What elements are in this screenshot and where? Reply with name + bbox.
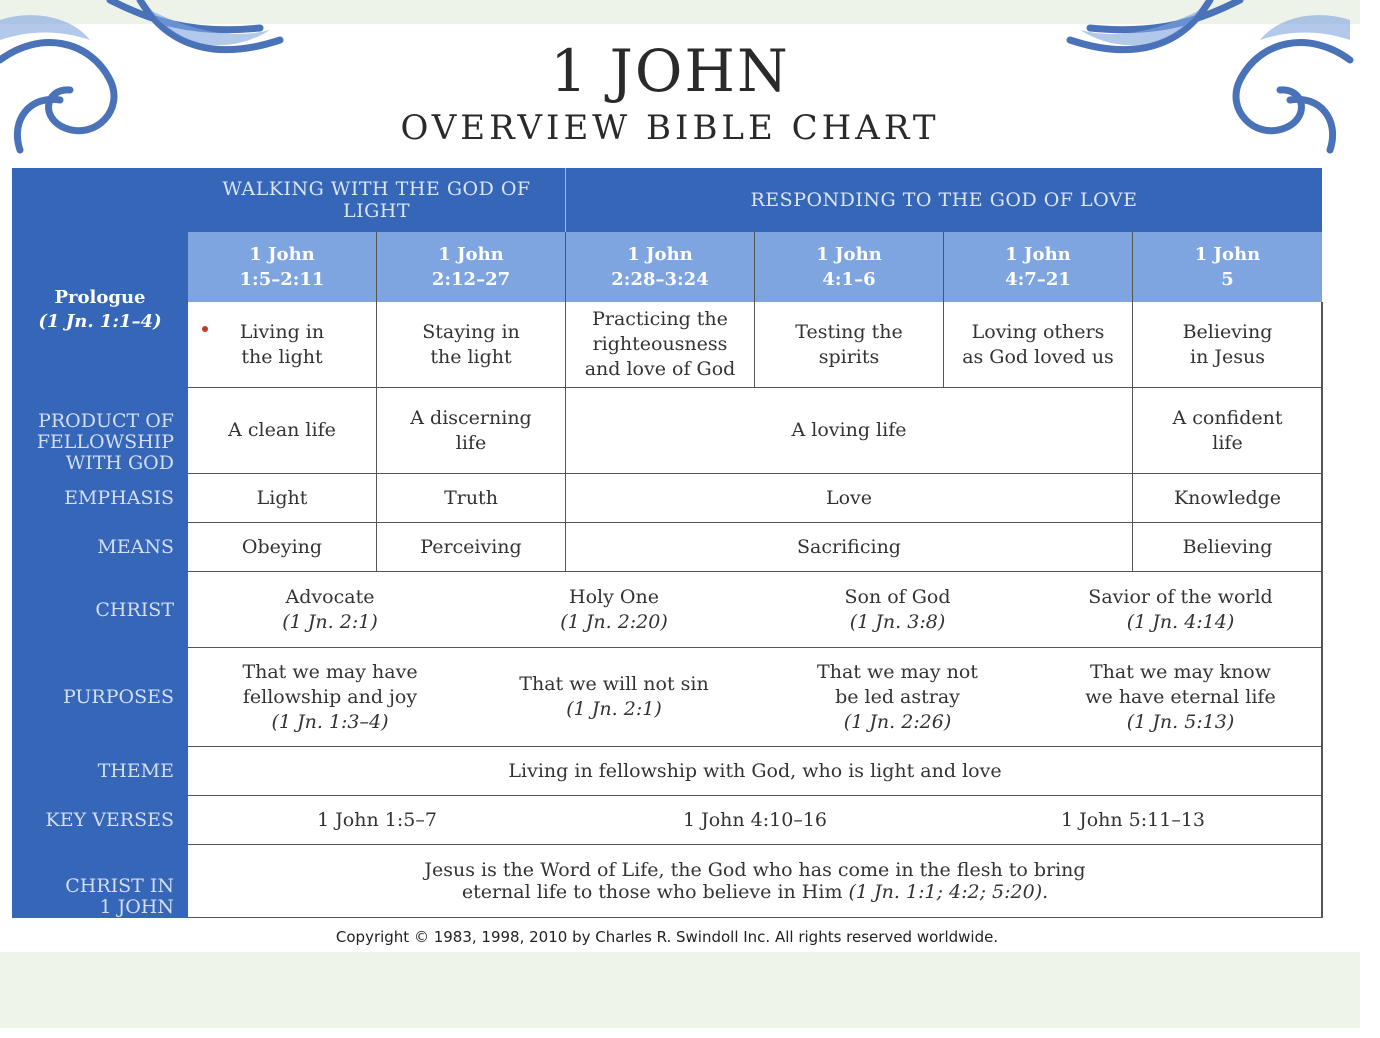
title-block xyxy=(0,38,1340,148)
emphasis-love: Love xyxy=(566,474,1133,523)
bottom-strip xyxy=(0,952,1360,1028)
purpose-fellowship: That we may have fellowship and joy (1 Jn. 1:3–4) xyxy=(188,648,472,747)
key-verse-3: 1 John 5:11–13 xyxy=(944,796,1322,845)
row-label-emphasis: EMPHASIS xyxy=(64,487,174,509)
means-obeying: Obeying xyxy=(188,523,377,572)
christ-son-of-god: Son of God (1 Jn. 3:8) xyxy=(756,572,1039,648)
emphasis-truth: Truth xyxy=(377,474,566,523)
topic-5: Loving others as God loved us xyxy=(944,302,1133,388)
row-label-purposes: PURPOSES xyxy=(62,686,174,708)
emphasis-light: Light xyxy=(188,474,377,523)
topic-1: Living in the light xyxy=(188,302,377,388)
page-title: 1 JOHN xyxy=(550,37,790,105)
topic-4: Testing the spirits xyxy=(755,302,944,388)
means-perceiving: Perceiving xyxy=(377,523,566,572)
passage-5: 1 John 4:7–21 xyxy=(944,232,1133,302)
christ-in-text: Jesus is the Word of Life, the God who has come in the flesh to bring eternal life to those who believe in Him (1 Jn. 1:1; 4:2; 5:20). xyxy=(188,845,1322,918)
row-label-means: MEANS xyxy=(97,536,174,558)
row-label-christ: CHRIST xyxy=(95,598,174,621)
passage-3: 1 John 2:28–3:24 xyxy=(566,232,755,302)
theme-text: Living in fellowship with God, who is light and love xyxy=(188,747,1322,796)
purpose-not-astray: That we may not be led astray (1 Jn. 2:26) xyxy=(756,648,1039,747)
product-discerning: A discerning life xyxy=(377,388,566,474)
prologue-label: Prologue (1 Jn. 1:1–4) xyxy=(38,286,162,332)
emphasis-knowledge: Knowledge xyxy=(1133,474,1322,523)
key-verse-1: 1 John 1:5–7 xyxy=(188,796,566,845)
passage-1: 1 John 1:5–2:11 xyxy=(188,232,377,302)
christ-savior: Savior of the world (1 Jn. 4:14) xyxy=(1039,572,1322,648)
christ-advocate: Advocate (1 Jn. 2:1) xyxy=(188,572,472,648)
key-verse-2: 1 John 4:10–16 xyxy=(566,796,944,845)
purpose-not-sin: That we will not sin (1 Jn. 2:1) xyxy=(472,648,756,747)
row-label-christ-in: CHRIST IN 1 JOHN xyxy=(65,875,174,918)
passage-4: 1 John 4:1–6 xyxy=(755,232,944,302)
section-header-light: WALKING WITH THE GOD OF LIGHT xyxy=(188,168,566,232)
row-label-key-verses: KEY VERSES xyxy=(45,809,174,831)
topic-6: Believing in Jesus xyxy=(1133,302,1322,388)
christ-holy-one: Holy One (1 Jn. 2:20) xyxy=(472,572,756,648)
copyright: Copyright © 1983, 1998, 2010 by Charles R. Swindoll Inc. All rights reserved worldwide. xyxy=(335,928,999,946)
row-label-theme: THEME xyxy=(97,760,174,782)
product-confident: A confident life xyxy=(1133,388,1322,474)
bullet-dot-icon xyxy=(202,326,208,332)
topic-3: Practicing the righteousness and love of God xyxy=(566,302,755,388)
section-header-love: RESPONDING TO THE GOD OF LOVE xyxy=(566,168,1322,232)
product-clean: A clean life xyxy=(188,388,377,474)
topic-2: Staying in the light xyxy=(377,302,566,388)
passage-6: 1 John 5 xyxy=(1133,232,1322,302)
right-border xyxy=(1321,302,1323,918)
page-subtitle: OVERVIEW BIBLE CHART xyxy=(400,108,940,148)
row-label-product: PRODUCT OF FELLOWSHIP WITH GOD xyxy=(36,410,174,474)
means-sacrificing: Sacrificing xyxy=(566,523,1133,572)
purpose-eternal-life: That we may know we have eternal life (1 Jn. 5:13) xyxy=(1039,648,1322,747)
means-believing: Believing xyxy=(1133,523,1322,572)
product-loving: A loving life xyxy=(566,388,1133,474)
overview-chart xyxy=(12,168,1322,918)
passage-2: 1 John 2:12–27 xyxy=(377,232,566,302)
